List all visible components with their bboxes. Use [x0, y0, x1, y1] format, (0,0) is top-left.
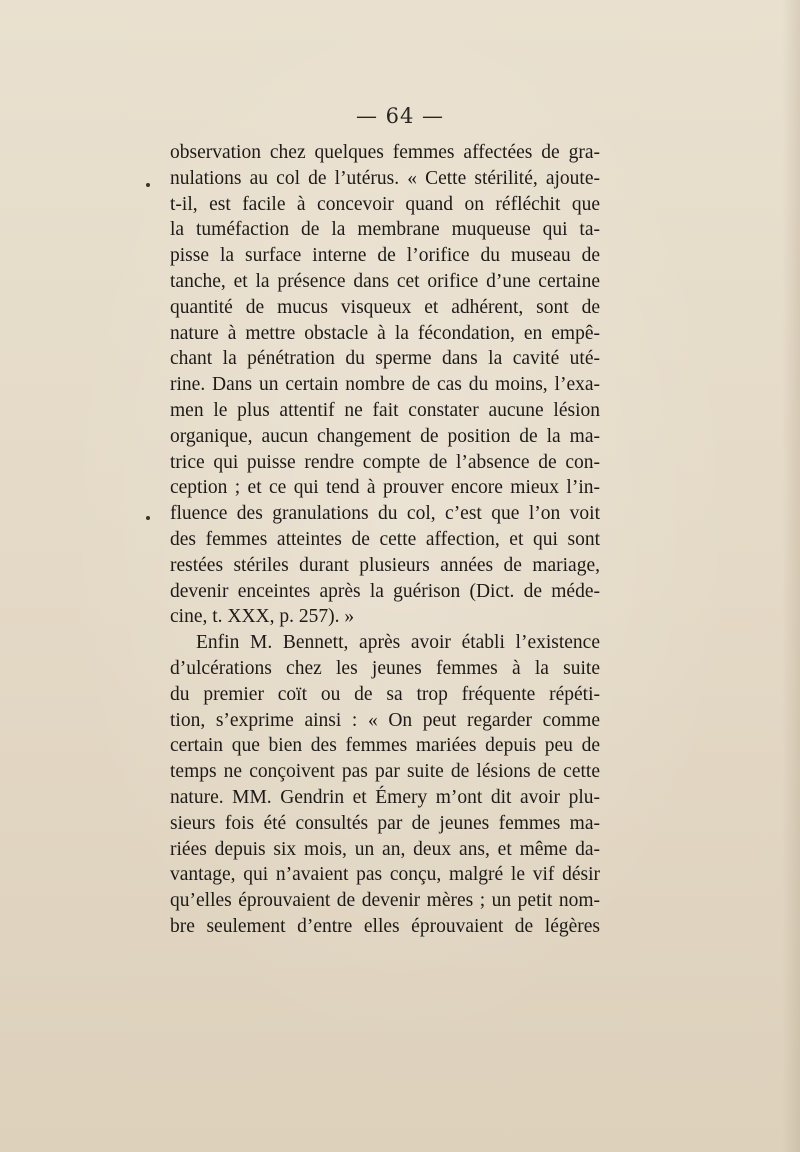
text-line: t-il, est facile à concevoir quand on réfléchit que	[170, 193, 600, 215]
text-line: certain que bien des femmes mariées depuis peu de	[170, 735, 600, 757]
text-line: trice qui puisse rendre compte de l’absence de con-	[170, 451, 600, 473]
text-line: bre seulement d’entre elles éprouvaient de légères	[170, 915, 600, 937]
text-line: nature. MM. Gendrin et Émery m’ont dit avoir plu-	[170, 786, 600, 808]
ink-speck	[146, 183, 150, 187]
page-edge-shadow	[782, 0, 800, 1152]
text-line: organique, aucun changement de position de la ma-	[170, 425, 600, 447]
text-line: nature à mettre obstacle à la fécondation, en empê-	[170, 322, 600, 344]
text-line: temps ne conçoivent pas par suite de lésions de cette	[170, 761, 600, 783]
text-line: devenir enceintes après la guérison (Dict. de méde-	[170, 580, 600, 602]
text-line: tanche, et la présence dans cet orifice d’une certaine	[170, 270, 600, 292]
body-text	[170, 140, 600, 940]
ink-speck	[146, 516, 150, 520]
text-line: qu’elles éprouvaient de devenir mères ; un petit nom-	[170, 890, 600, 912]
text-line: d’ulcérations chez les jeunes femmes à la suite	[170, 657, 600, 679]
text-line: tion, s’exprime ainsi : « On peut regarder comme	[170, 709, 600, 731]
text-line: sieurs fois été consultés par de jeunes femmes ma-	[170, 812, 600, 834]
text-line: rine. Dans un certain nombre de cas du moins, l’exa-	[170, 374, 600, 396]
text-line: riées depuis six mois, un an, deux ans, et même da-	[170, 838, 600, 860]
text-line: nulations au col de l’utérus. « Cette stérilité, ajoute-	[170, 167, 600, 189]
page-number: — 64 —	[355, 104, 445, 128]
text-line: restées stériles durant plusieurs années de mariage,	[170, 554, 600, 576]
text-line: observation chez quelques femmes affectées de gra-	[170, 142, 600, 163]
text-line: chant la pénétration du sperme dans la cavité uté-	[170, 348, 600, 370]
text-line: pisse la surface interne de l’orifice du museau de	[170, 245, 600, 267]
text-line: des femmes atteintes de cette affection, et qui sont	[170, 528, 600, 550]
text-line: quantité de mucus visqueux et adhérent, sont de	[170, 296, 600, 318]
text-line: ception ; et ce qui tend à prouver encore mieux l’in-	[170, 477, 600, 499]
paragraph-first-line: Enfin M. Bennett, après avoir établi l’existence	[196, 632, 600, 654]
text-line: cine, t. XXX, p. 257). »	[170, 606, 355, 628]
text-line: fluence des granulations du col, c’est que l’on voit	[170, 503, 600, 525]
text-line: la tuméfaction de la membrane muqueuse qui ta-	[170, 219, 600, 241]
text-line: men le plus attentif ne fait constater aucune lésion	[170, 399, 600, 421]
text-line: vantage, qui n’avaient pas conçu, malgré le vif désir	[170, 864, 600, 886]
text-line: du premier coït ou de sa trop fréquente répéti-	[170, 683, 600, 705]
